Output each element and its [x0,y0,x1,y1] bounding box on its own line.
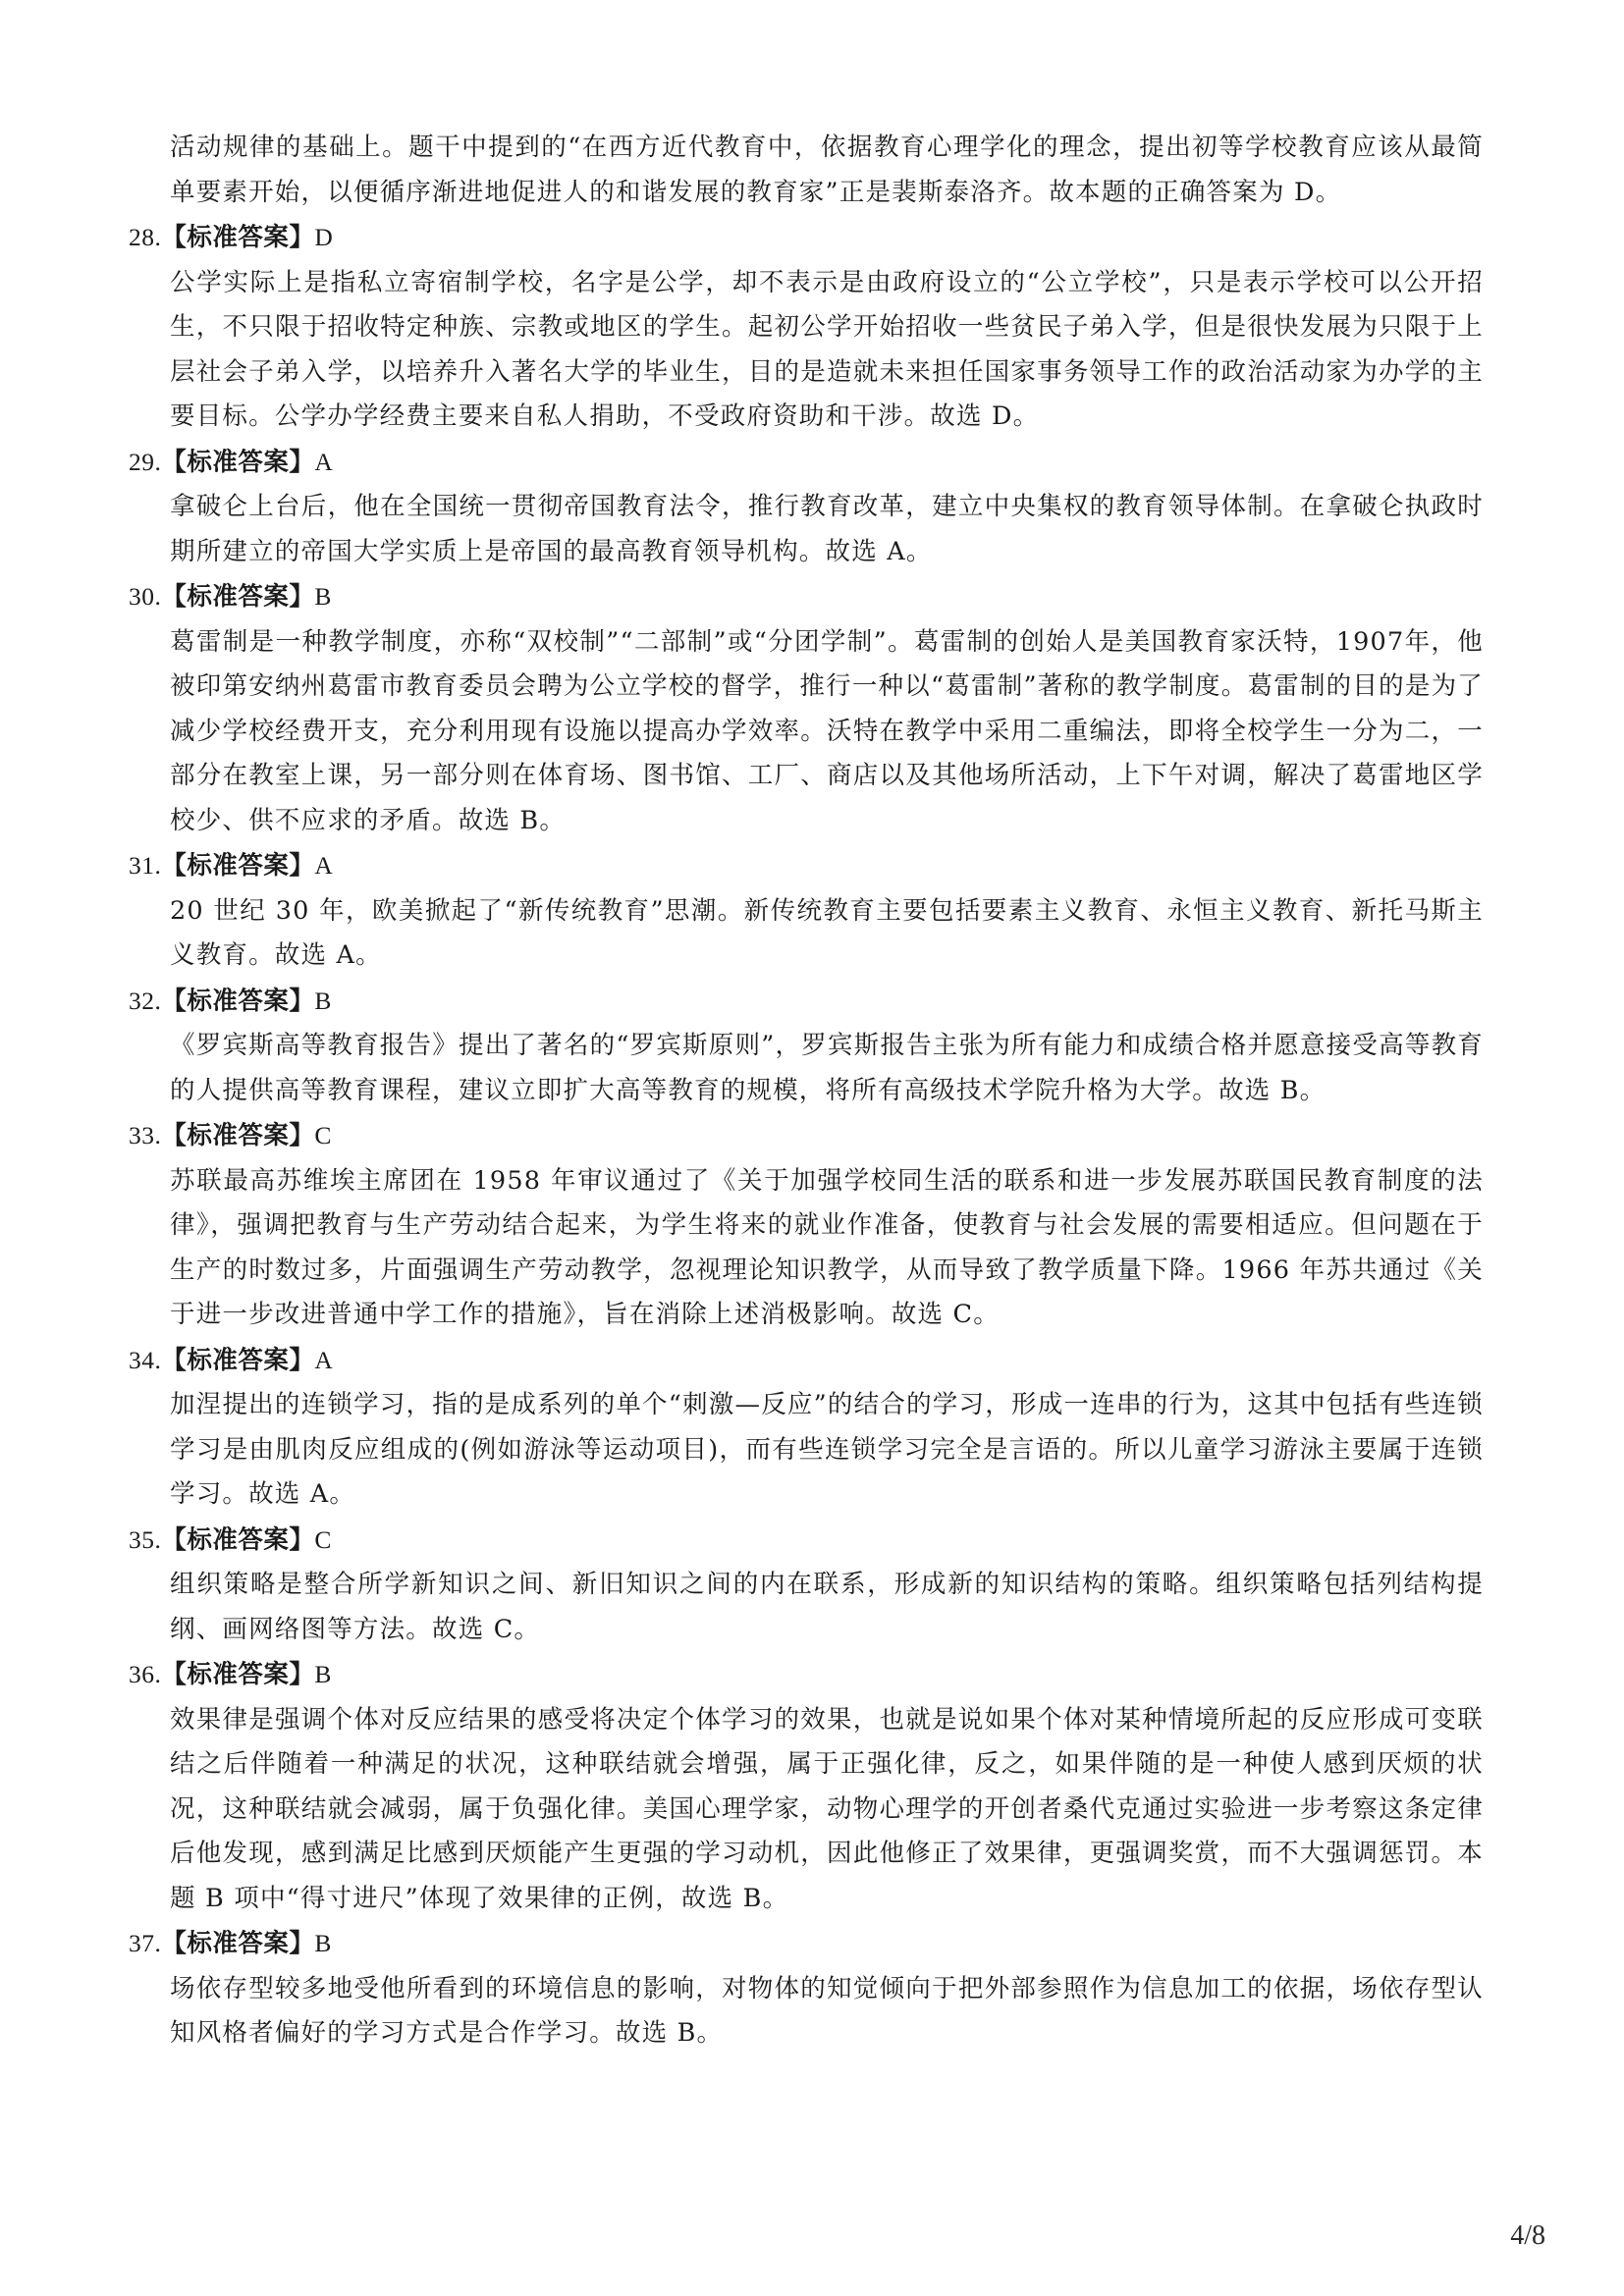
question-header [129,1921,1484,1967]
question-header [129,574,1484,620]
answer-label: 【标准答案】 [161,1660,315,1689]
answer-letter: A [314,447,334,476]
question-header [129,1338,1484,1384]
answer-letter: A [314,1345,334,1374]
question-explanation: 组织策略是整合所学新知识之间、新旧知识之间的内在联系，形成新的知识结构的策略。组织策略包括列结构提纲、画网络图等方法。故选 C。 [170,1570,1484,1644]
question-number: 33. [129,1121,162,1149]
answer-label: 【标准答案】 [161,851,315,881]
question-number: 32. [129,986,162,1015]
question-header [129,440,1484,486]
question-explanation: 场依存型较多地受他所看到的环境信息的影响，对物体的知觉倾向于把外部参照作为信息加工的依据，场依存型认知风格者偏好的学习方式是合作学习。故选 B。 [170,1973,1484,2048]
answer-letter: B [314,986,332,1015]
answer-label: 【标准答案】 [161,447,315,477]
question-header [129,843,1484,889]
question-header [129,1652,1484,1698]
answer-label: 【标准答案】 [161,1121,315,1150]
question-37 [129,1921,1484,2056]
question-number: 31. [129,851,162,880]
question-explanation: 拿破仑上台后，他在全国统一贯彻帝国教育法令，推行教育改革，建立中央集权的教育领导体制。在拿破仑执政时期所建立的帝国大学实质上是帝国的最高教育领导机构。故选 A。 [170,492,1484,566]
question-32 [129,979,1484,1114]
question-33 [129,1113,1484,1338]
question-explanation: 苏联最高苏维埃主席团在 1958 年审议通过了《关于加强学校同生活的联系和进一步发展苏联国民教育制度的法律》，强调把教育与生产劳动结合起来，为学生将来的就业作准备，使教育与社会发展的需要相适应。但问题在于生产的时数过多，片面强调生产劳动教学，忽视理论知识教学，从而导致了教学质量下降。1966 年苏共通过《关于进一步改进普通中学工作的措施》，旨在消除上述消极影响。故选 C。 [170,1165,1484,1329]
answer-letter: A [314,851,334,880]
answer-label: 【标准答案】 [161,582,315,612]
question-explanation: 公学实际上是指私立寄宿制学校，名字是公学，却不表示是由政府设立的“公立学校”，只是表示学校可以公开招生，不只限于招收特定种族、宗教或地区的学生。起初公学开始招收一些贫民子弟入学，但是很快发展为只限于上层社会子弟入学，以培养升入著名大学的毕业生，目的是造就未来担任国家事务领导工作的政治活动家为办学的主要目标。公学办学经费主要来自私人捐助，不受政府资助和干涉。故选 D。 [170,267,1484,431]
question-30 [129,574,1484,843]
question-explanation: 葛雷制是一种教学制度，亦称“双校制”“二部制”或“分团学制”。葛雷制的创始人是美国教育家沃特，1907年，他被印第安纳州葛雷市教育委员会聘为公立学校的督学，推行一种以“葛雷制”著称的教学制度。葛雷制的目的是为了减少学校经费开支，充分利用现有设施以提高办学效率。沃特在教学中采用二重编法，即将全校学生一分为二，一部分在教室上课，另一部分则在体育场、图书馆、工厂、商店以及其他场所活动，上下午对调，解决了葛雷地区学校少、供不应求的矛盾。故选 B。 [170,626,1484,835]
answer-letter: B [314,582,332,611]
answer-letter: D [314,223,334,251]
question-header [129,1518,1484,1564]
question-number: 28. [129,223,162,251]
question-header [129,215,1484,261]
question-explanation: 加涅提出的连锁学习，指的是成系列的单个“刺激—反应”的结合的学习，形成一连串的行为，这其中包括有些连锁学习是由肌肉反应组成的(例如游泳等运动项目)，而有些连锁学习完全是言语的。所以儿童学习游泳主要属于连锁学习。故选 A。 [170,1390,1484,1509]
question-number: 37. [129,1929,162,1957]
question-explanation: 效果律是强调个体对反应结果的感受将决定个体学习的效果，也就是说如果个体对某种情境所起的反应形成可变联结之后伴随着一种满足的状况，这种联结就会增强，属于正强化律，反之，如果伴随的是一种使人感到厌烦的状况，这种联结就会减弱，属于负强化律。美国心理学家，动物心理学的开创者桑代克通过实验进一步考察这条定律后他发现，感到满足比感到厌烦能产生更强的学习动机，因此他修正了效果律，更强调奖赏，而不大强调惩罚。本题 B 项中“得寸进尺”体现了效果律的正例，故选 B。 [170,1704,1484,1913]
question-number: 30. [129,582,162,611]
question-number: 29. [129,447,162,476]
question-explanation: 20 世纪 30 年，欧美掀起了“新传统教育”思潮。新传统教育主要包括要素主义教育、永恒主义教育、新托马斯主义教育。故选 A。 [170,895,1484,970]
answer-letter: B [314,1929,332,1957]
answer-letter: C [314,1121,332,1149]
answer-key-content [129,126,1484,2056]
question-number: 35. [129,1524,162,1554]
page-number: 4/8 [1510,2220,1545,2251]
question-34 [129,1338,1484,1518]
question-number: 34. [129,1345,162,1374]
question-explanation: 《罗宾斯高等教育报告》提出了著名的“罗宾斯原则”，罗宾斯报告主张为所有能力和成绩合格并愿意接受高等教育的人提供高等教育课程，建议立即扩大高等教育的规模，将所有高级技术学院升格为大学。故选 B。 [170,1031,1484,1105]
question-header [129,1113,1484,1159]
question-28 [129,215,1484,440]
answer-label: 【标准答案】 [161,1345,315,1375]
question-29 [129,440,1484,575]
answer-label: 【标准答案】 [161,223,315,252]
answer-label: 【标准答案】 [161,1524,315,1555]
intro-paragraph: 活动规律的基础上。题干中提到的“在西方近代教育中，依据教育心理学化的理念，提出初等学校教育应该从最简单要素开始，以便循序渐进地促进人的和谐发展的教育家”正是裴斯泰洛齐。故本题的正确答案为 D。 [170,133,1484,207]
answer-letter: B [314,1660,332,1688]
question-36 [129,1652,1484,1921]
question-35 [129,1518,1484,1653]
question-header [129,979,1484,1025]
question-number: 36. [129,1660,162,1688]
answer-label: 【标准答案】 [161,986,315,1016]
answer-letter: C [314,1524,332,1554]
question-31 [129,843,1484,979]
answer-label: 【标准答案】 [161,1929,315,1958]
